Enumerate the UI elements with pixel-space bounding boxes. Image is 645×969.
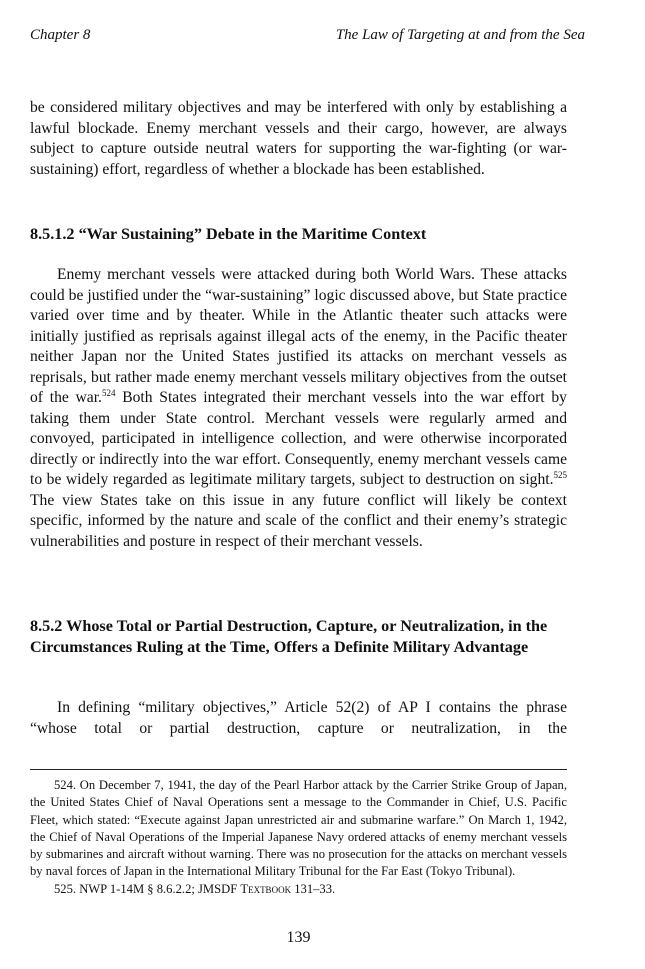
footnote-divider <box>30 769 567 770</box>
chapter-label: Chapter 8 <box>30 27 91 43</box>
chapter-title: The Law of Targeting at and from the Sea <box>335 27 585 43</box>
paragraph-continuation <box>30 98 567 180</box>
footnote-525-part-b: 131–33. <box>291 881 336 896</box>
paragraph-2 <box>30 265 567 552</box>
paragraph-1-text: be considered military objectives and may be interfered with only by establishing a lawful blockade. Enemy merchant vessels and their cargo, however, are always subject to capture outside neutral waters for supporting the war-fighting (or war-sustaining) effort, regardless of whether a blockade has been established. <box>30 99 567 178</box>
footnotes <box>30 777 567 898</box>
footnote-524: 524. On December 7, 1941, the day of the Pearl Harbor attack by the Carrier Strike Group of Japan, the United States Chief of Naval Operations sent a message to the Commander in Chief, U.S. Pacific Fleet, which stated: “Execute against Japan unrestricted air and submarine warfare.” On March 1, 1942, the Chief of Naval Operations of the Imperial Japanese Navy ordered attacks of enemy merchant vessels by submarines and aircraft without warning. There was no prosecution for the attacks on merchant vessels by naval forces of Japan in the International Military Tribunal for the Far East (Tokyo Tribunal). <box>30 778 567 879</box>
paragraph-3 <box>30 698 567 739</box>
footnote-525-textbook: Textbook <box>240 881 292 896</box>
footnote-525 <box>30 881 567 898</box>
paragraph-2-part-c: The view States take on this issue in any future conflict will likely be context specific, informed by the nature and scale of the conflict and their enemy’s strategic vulnerabilities and posture in respect of their merchant vessels. <box>30 491 567 550</box>
footnote-ref-524[interactable]: 524 <box>101 387 116 398</box>
page-number: 139 <box>286 929 311 946</box>
section-heading-8-5-1-2: 8.5.1.2 “War Sustaining” Debate in the Maritime Context <box>30 225 427 243</box>
section-heading-8-5-2: 8.5.2 Whose Total or Partial Destruction, Capture, or Neutralization, in the Circumstances Ruling at the Time, Offers a Definite Military Advantage <box>30 617 548 656</box>
footnote-ref-525[interactable]: 525 <box>553 469 567 480</box>
paragraph-2-part-a: Enemy merchant vessels were attacked during both World Wars. These attacks could be justified under the “war-sustaining” logic discussed above, but State practice varied over time and by theater. While in the Atlantic theater such attacks were initially justified as reprisals against illegal acts of the enemy, in the Pacific theater neither Japan nor the United States justified its attacks on merchant vessels as reprisals, but rather made enemy merchant vessels military objectives from the outset of the war. <box>30 266 567 406</box>
paragraph-3-text: In defining “military objectives,” Article 52(2) of AP I contains the phrase “whose total or partial destruction, capture or neutralization, in the <box>30 699 567 737</box>
paragraph-2-part-b: Both States integrated their merchant vessels into the war effort by taking them under State control. Merchant vessels were regularly armed and convoyed, participated in intelligence collection, and were otherwise incorporated directly or indirectly into the war effort. Consequently, enemy merchant vessels came to be widely regarded as legitimate military targets, subject to destruction on sight. <box>30 389 567 488</box>
paragraph-2-text <box>30 265 567 552</box>
footnote-525-part-a: 525. NWP 1-14M § 8.6.2.2; JMSDF <box>54 881 241 896</box>
running-header <box>30 24 585 46</box>
